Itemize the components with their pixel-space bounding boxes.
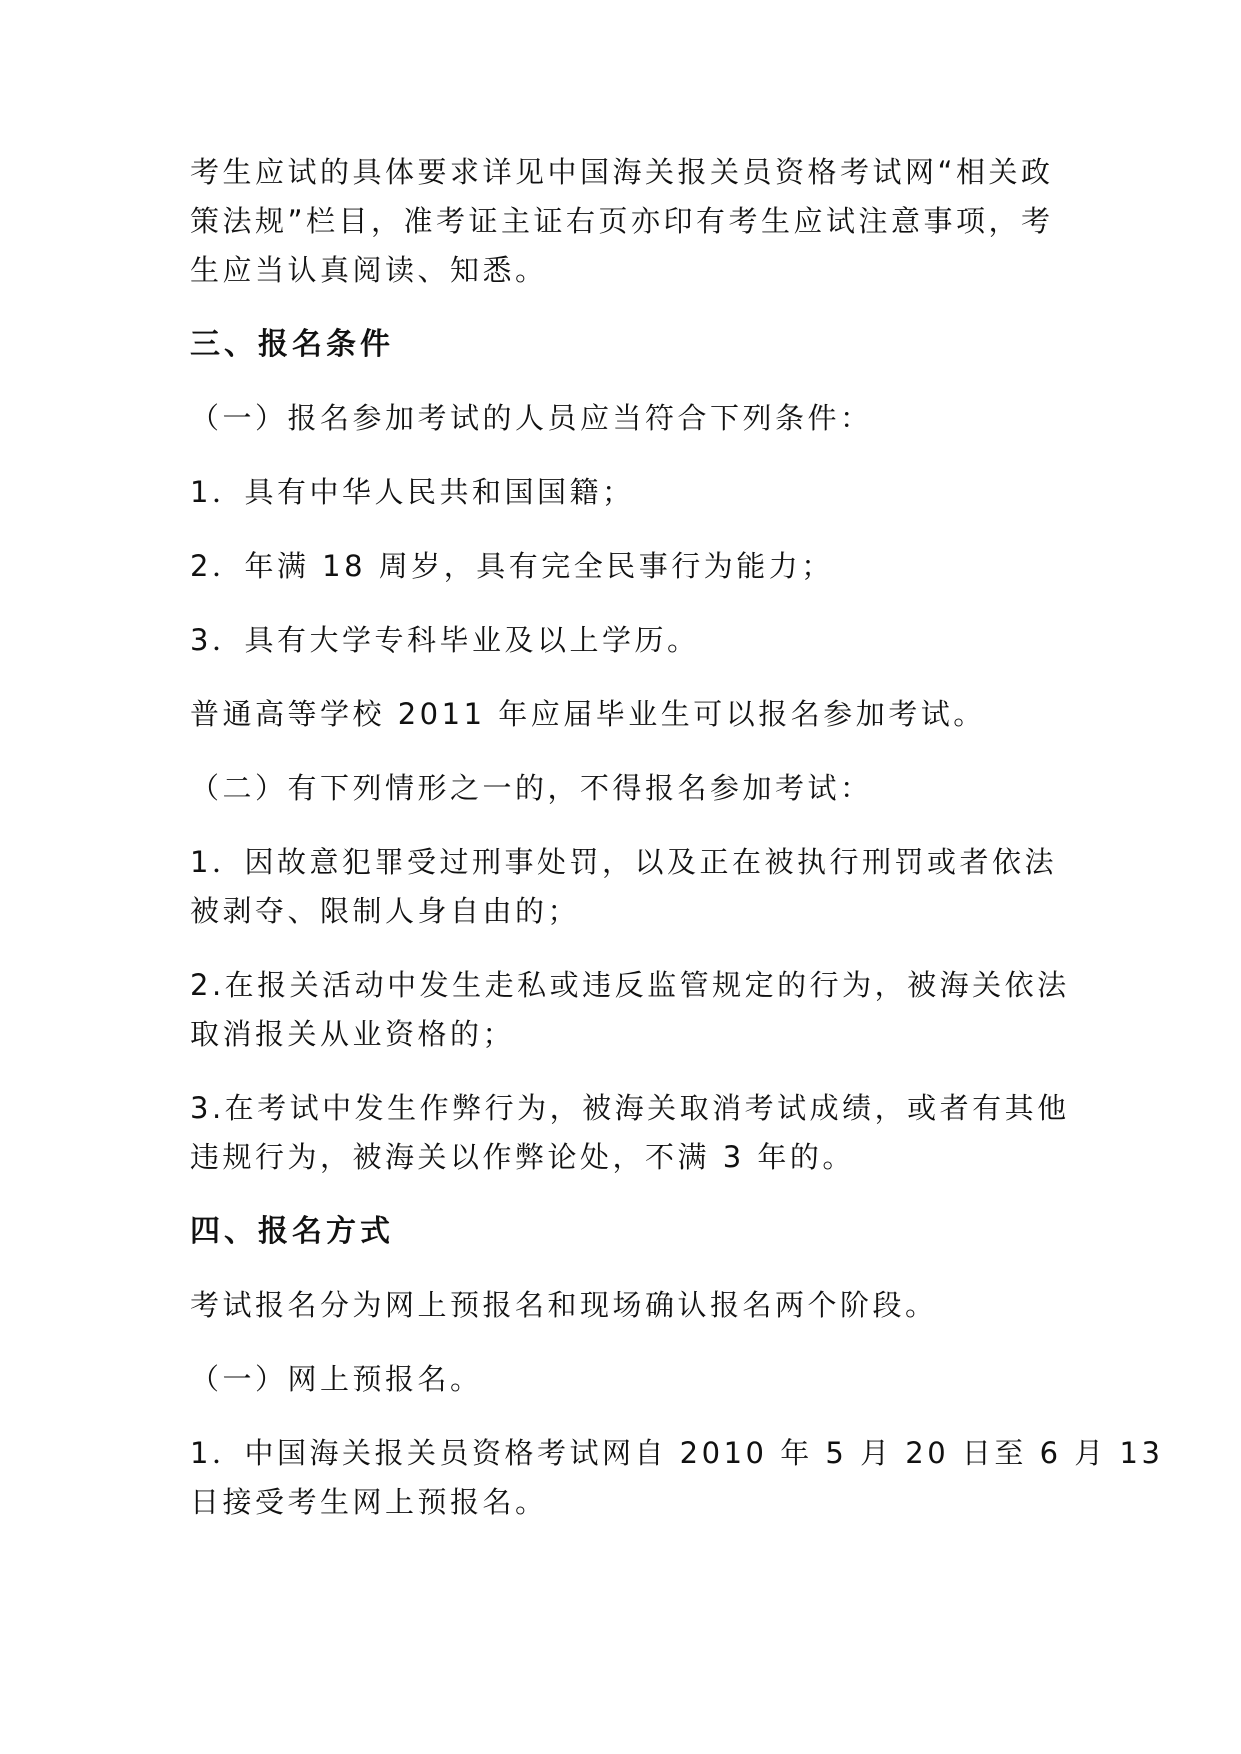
- text-line: 取消报关从业资格的；: [190, 1017, 516, 1051]
- list-item: [190, 1429, 1164, 1527]
- text-line: 被剥夺、限制人身自由的；: [190, 894, 581, 928]
- text-line: 违规行为，被海关以作弊论处，不满 3 年的。: [190, 1140, 855, 1174]
- list-item: [190, 838, 1057, 936]
- section-heading-registration-conditions: 三、报名条件: [190, 327, 394, 362]
- text-line: 日接受考生网上预报名。: [190, 1485, 548, 1519]
- text-line: 考生应试的具体要求详见中国海关报关员资格考试网“相关政: [190, 155, 1054, 189]
- note-paragraph: 普通高等学校 2011 年应届毕业生可以报名参加考试。: [190, 697, 986, 731]
- text-line: 策法规”栏目，准考证主证右页亦印有考生应试注意事项，考: [190, 204, 1054, 238]
- subsection-exclusions: （二）有下列情形之一的，不得报名参加考试：: [190, 771, 873, 805]
- text-line: 生应当认真阅读、知悉。: [190, 253, 548, 287]
- list-item: 1．具有中华人民共和国国籍；: [190, 475, 635, 509]
- section-heading-registration-method: 四、报名方式: [190, 1214, 394, 1249]
- list-item: [190, 961, 1070, 1059]
- section-intro: 考试报名分为网上预报名和现场确认报名两个阶段。: [190, 1288, 938, 1322]
- list-item: 2．年满 18 周岁，具有完全民事行为能力；: [190, 549, 834, 583]
- subsection-online-preregistration: （一）网上预报名。: [190, 1362, 483, 1396]
- text-line: 1．因故意犯罪受过刑事处罚，以及正在被执行刑罚或者依法: [190, 845, 1057, 879]
- text-line: 1．中国海关报关员资格考试网自 2010 年 5 月 20 日至 6 月 13: [190, 1436, 1164, 1470]
- list-item: [190, 1084, 1070, 1182]
- subsection-eligibility: （一）报名参加考试的人员应当符合下列条件：: [190, 401, 873, 435]
- intro-paragraph: [190, 148, 1054, 295]
- list-item: 3．具有大学专科毕业及以上学历。: [190, 623, 700, 657]
- document-page: [190, 148, 1164, 1552]
- text-line: 3.在考试中发生作弊行为，被海关取消考试成绩，或者有其他: [190, 1091, 1070, 1125]
- text-line: 2.在报关活动中发生走私或违反监管规定的行为，被海关依法: [190, 968, 1070, 1002]
